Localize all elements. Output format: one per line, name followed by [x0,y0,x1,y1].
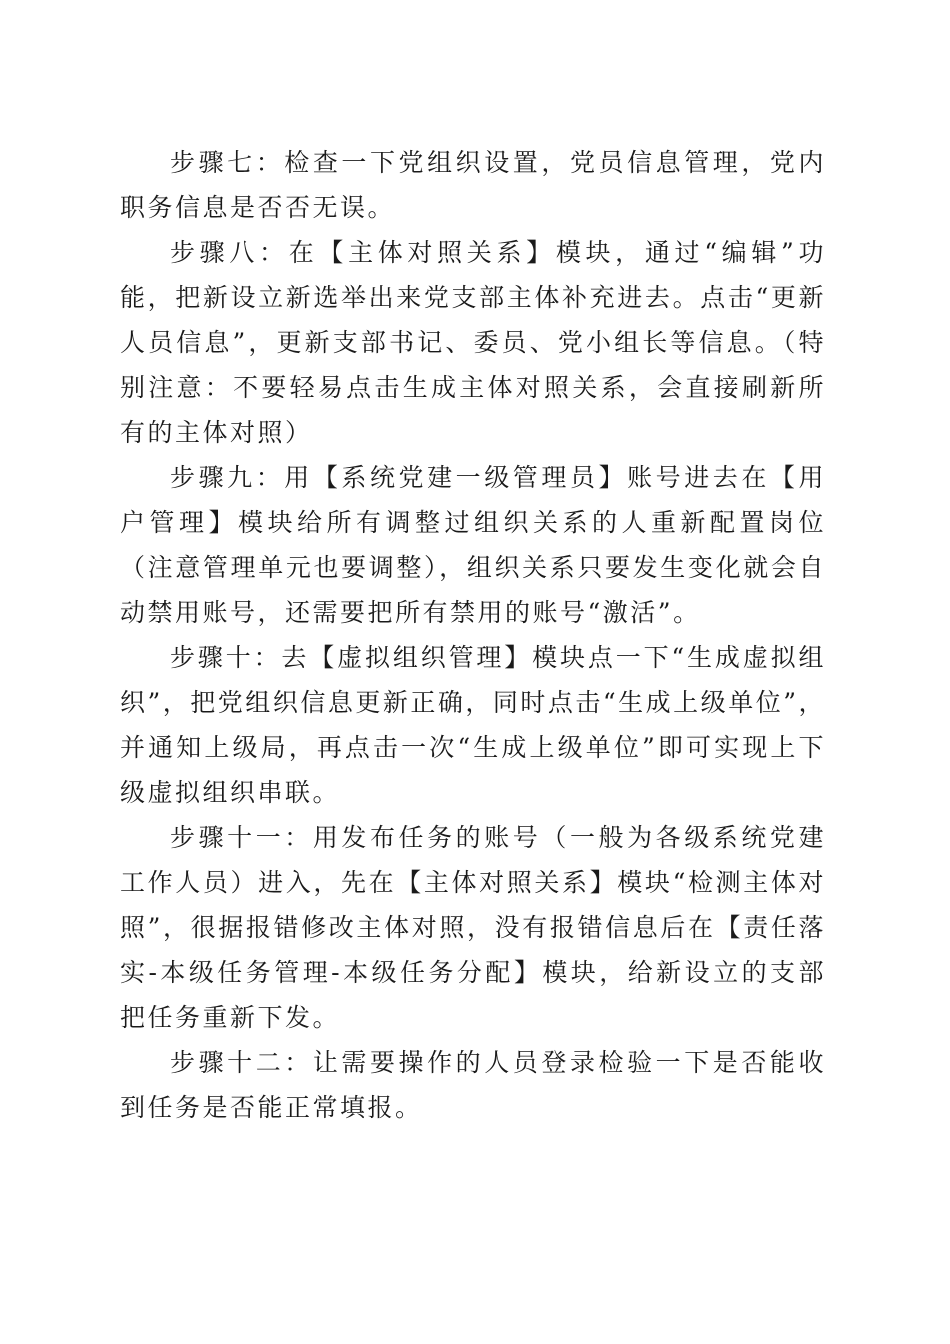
document-body [120,140,826,1130]
paragraph-step-9: 步骤九：用【系统党建一级管理员】账号进去在【用户管理】模块给所有调整过组织关系的人重新配置岗位（注意管理单元也要调整），组织关系只要发生变化就会自动禁用账号，还需要把所有禁用的账号“激活”。 [120,463,826,627]
paragraph-step-11: 步骤十一：用发布任务的账号（一般为各级系统党建工作人员）进入，先在【主体对照关系】模块“检测主体对照”，很据报错修改主体对照，没有报错信息后在【责任落实-本级任务管理-本级任务分配】模块，给新设立的支部把任务重新下发。 [120,823,826,1032]
paragraph-step-7: 步骤七：检查一下党组织设置，党员信息管理，党内职务信息是否否无误。 [120,148,826,222]
paragraph-step-10: 步骤十：去【虚拟组织管理】模块点一下“生成虚拟组织”，把党组织信息更新正确，同时点击“生成上级单位”，并通知上级局，再点击一次“生成上级单位”即可实现上下级虚拟组织串联。 [120,643,826,807]
paragraph-step-12: 步骤十二：让需要操作的人员登录检验一下是否能收到任务是否能正常填报。 [120,1048,826,1122]
paragraph-step-8: 步骤八：在【主体对照关系】模块，通过“编辑”功能，把新设立新选举出来党支部主体补充进去。点击“更新人员信息”，更新支部书记、委员、党小组长等信息。（特别注意：不要轻易点击生成主体对照关系，会直接刷新所有的主体对照） [120,238,826,447]
